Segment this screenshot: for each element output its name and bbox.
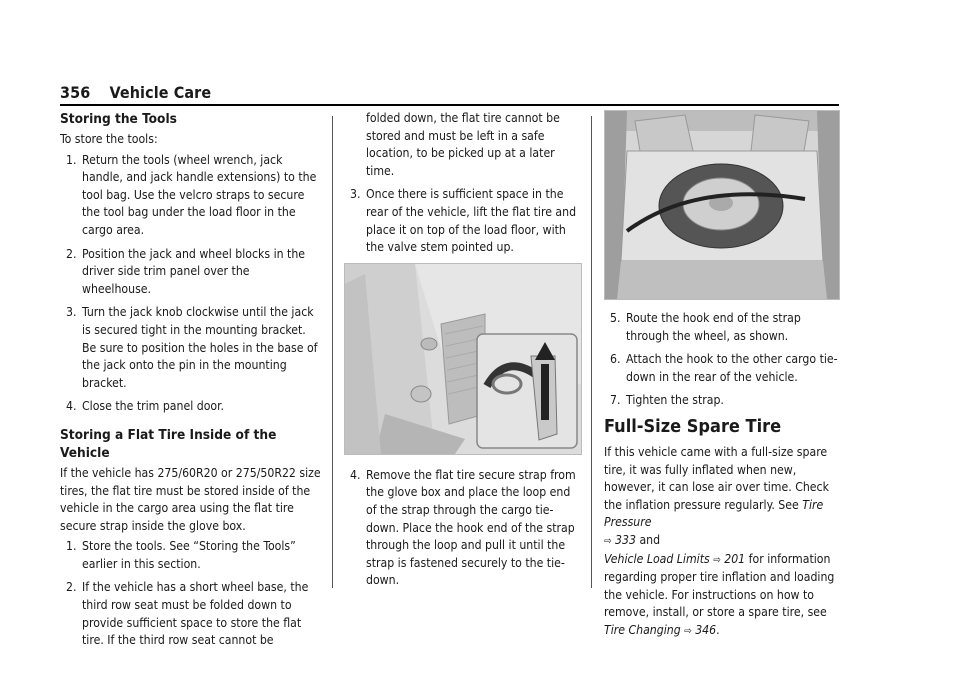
page-header <box>60 83 211 102</box>
list-item: 2. If the vehicle has a short wheel base, the third row seat must be folded down to provide sufficient space to store the flat tire. If the third row seat cannot be <box>66 580 309 648</box>
column-3 <box>604 110 840 649</box>
column-2 <box>344 110 580 596</box>
link-vehicle-load-limits[interactable]: Vehicle Load Limits <box>604 551 710 566</box>
flat-steps-a <box>60 538 322 650</box>
flat-intro: If the vehicle has 275/60R20 or 275/50R22 size tires, the flat tire must be stored inside of the vehicle in the cargo area using the flat tire secure strap inside the glove box. <box>60 465 321 533</box>
cargo-tie-down-illustration <box>344 263 582 455</box>
list-item: 3. Once there is sufficient space in the rear of the vehicle, lift the flat tire and place it on top of the load floor, with the valve stem pointed up. <box>350 187 577 255</box>
page-ref-201[interactable]: 201 <box>724 551 746 566</box>
heading-storing-tools: Storing the Tools <box>60 111 177 127</box>
page-number: 356 <box>60 83 91 102</box>
heading-full-size-spare: Full-Size Spare Tire <box>604 415 782 437</box>
list-item: 3. Turn the jack knob clockwise until the jack is secured tight in the mounting bracket. Be sure to position the holes in the base of the jack onto the pin in the mounting bracket. <box>66 305 318 390</box>
list-item: 6. Attach the hook to the other cargo tie-down in the rear of the vehicle. <box>610 352 838 384</box>
list-item: 5. Route the hook end of the strap through the wheel, as shown. <box>610 311 801 343</box>
list-item-continued: folded down, the flat tire cannot be stored and must be left in a safe location, to be picked up at a later time. <box>366 111 560 178</box>
header-rule <box>60 104 839 106</box>
list-item: 4. Remove the flat tire secure strap from the glove box and place the loop end of the strap through the cargo tie-down. Place the hook end of the strap through the loop and pull it until the strap is fastened securely to the tie-down. <box>350 467 576 588</box>
link-tire-changing[interactable]: Tire Changing <box>604 622 681 637</box>
heading-storing-flat: Storing a Flat Tire Inside of the Vehicle <box>60 426 277 461</box>
list-item: 4. Close the trim panel door. <box>66 399 224 414</box>
intro-text: To store the tools: <box>60 132 158 146</box>
page-ref-icon: ⇨ <box>684 625 692 637</box>
page-ref-333[interactable]: 333 <box>615 532 636 547</box>
column-1 <box>60 110 322 658</box>
column-divider <box>332 116 333 588</box>
list-item: 1. Return the tools (wheel wrench, jack handle, and jack handle extensions) to the tool bag. Use the velcro straps to secure the tool bag under the load floor in the cargo area. <box>66 152 317 237</box>
column-divider <box>591 116 592 588</box>
list-item: 2. Position the jack and wheel blocks in the driver side trim panel over the wheelhouse. <box>66 246 306 296</box>
section-title: Vehicle Care <box>109 83 212 102</box>
tools-steps <box>60 152 322 416</box>
page-ref-icon: ⇨ <box>604 535 612 547</box>
page-ref-icon: ⇨ <box>713 554 721 566</box>
full-size-paragraph: If this vehicle came with a full-size spare tire, it was fully inflated when new, however, it can lose air over time. Check the inflation pressure regularly. See Tire Pressure ⇨ 333 and Vehicle Load Limits ⇨ 201 for information regarding proper tire inflation and loading the vehicle. For instructions on how to remove, install, or store a spare tire, see Tire Changing ⇨ 346. <box>604 444 835 637</box>
list-item: 7. Tighten the strap. <box>610 393 724 408</box>
list-item: 1. Store the tools. See “Storing the Tools” earlier in this section. <box>66 539 296 571</box>
link-tire-pressure[interactable]: Tire Pressure <box>604 497 824 530</box>
page-ref-346[interactable]: 346 <box>695 622 717 637</box>
spare-tire-strapped-illustration <box>604 110 840 300</box>
